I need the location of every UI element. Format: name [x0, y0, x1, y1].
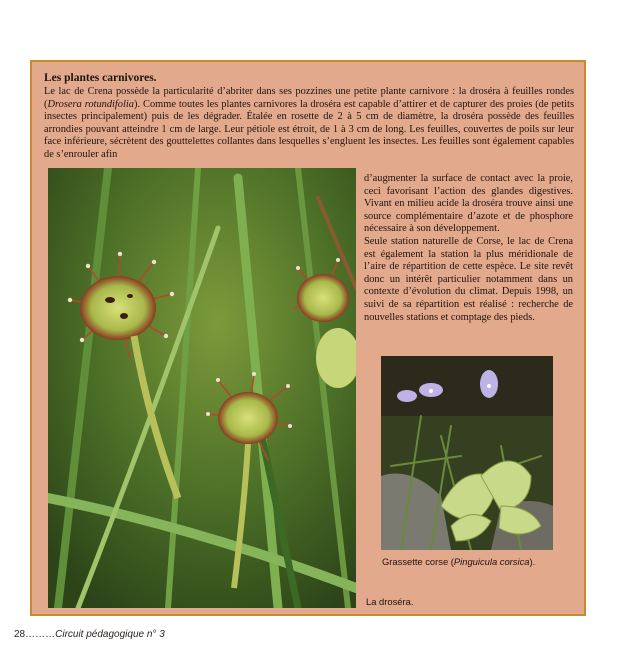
drosera-caption: La droséra. — [366, 596, 414, 607]
intro-text-1: Le lac de Crena possède la particularité d’abriter dans ses pozzines une petite plante carnivore : la droséra à feuilles rondes ( — [44, 86, 574, 110]
publication-title: Circuit pédagogique n° 3 — [55, 629, 165, 640]
article-column — [364, 173, 573, 324]
article-title: Les plantes carnivores. — [44, 72, 157, 84]
small-caption-prefix: Grassette corse ( — [382, 556, 454, 567]
column-paragraph-2: Seule station naturelle de Corse, le lac de Crena est également la station la plus méridionale de l’aire de répartition de cette espèce. Le site revêt donc un intérêt particulier notamment dans un contexte d’évolution du climat. Depuis 1998, un suivi de sa répartition est réalisé : recherche de nouvelles stations et comptage des pieds. — [364, 235, 573, 323]
article-intro — [44, 86, 574, 162]
pinguicula-caption — [382, 556, 535, 567]
small-caption-species: Pinguicula corsica — [453, 556, 530, 567]
column-paragraph-1: d’augmenter la surface de contact avec la proie, ceci favorisant l’action des glandes digestives. Vivant en milieu acide la droséra trouve ainsi une source complémentaire d’azote et de phosphore nécessaire à son développement. — [364, 173, 573, 235]
pinguicula-photo — [381, 356, 553, 550]
intro-species: Drosera rotundifolia — [47, 98, 134, 110]
small-caption-suffix: ). — [529, 556, 536, 567]
page-footer — [14, 629, 165, 640]
intro-text-2: ). Comme toutes les plantes carnivores la droséra est capable d’attirer et de capturer des proies (de petits insectes principalement) puis de les dégrader. Étalée en rosette de 2 à 5 cm de diamètre, la droséra possède des feuilles arrondies pouvant atteindre 1 cm de large. Leur pétiole est étroit, de 1 à 3 cm de long. Les feuilles, couvertes de poils sur leur face inférieure, sécrètent des gouttelettes collantes dans lesquelles s’engluent les insectes. Les feuilles sont également capables de s’enrouler afin — [44, 98, 574, 160]
page-number: 28……… — [14, 629, 56, 640]
drosera-photo — [48, 168, 356, 608]
